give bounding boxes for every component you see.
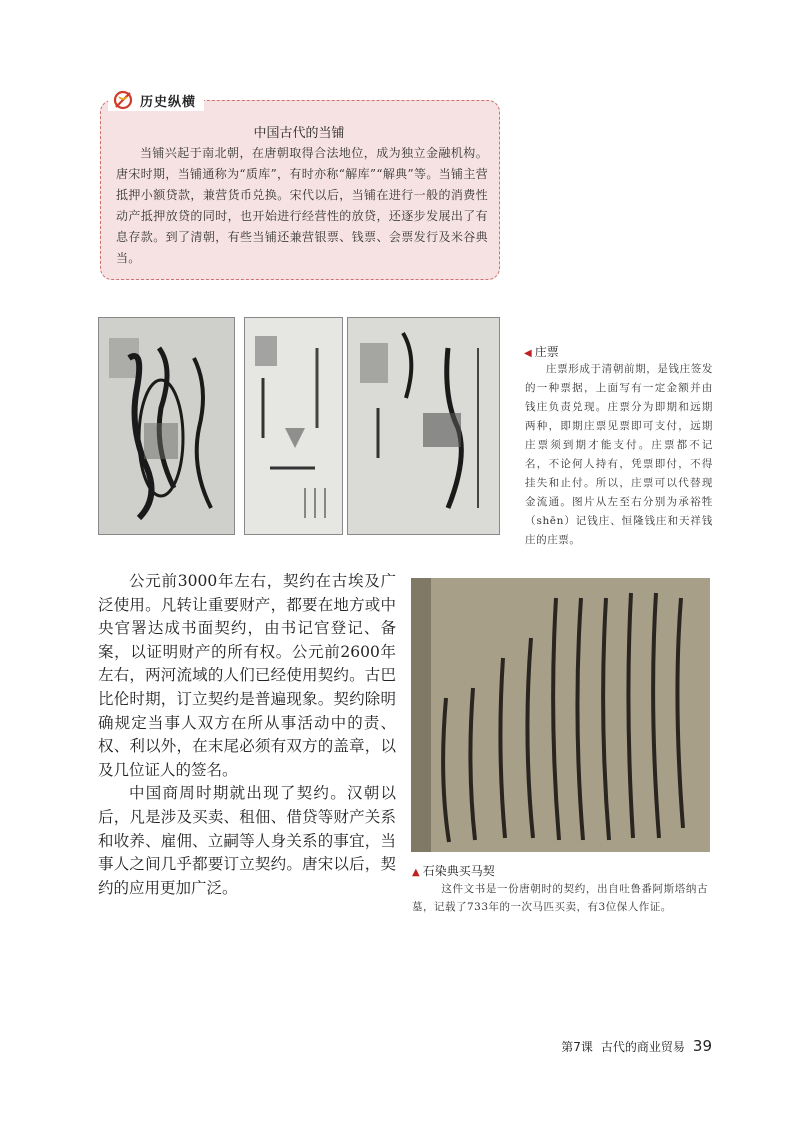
banknote-photo-chengyu xyxy=(98,317,235,535)
banknote-photo-tianxiang xyxy=(347,317,500,535)
figure1-title-text: 庄票 xyxy=(534,345,559,359)
main-paragraph-1: 公元前3000年左右，契约在古埃及广泛使用。凡转让重要财产，都要在地方或中央官署达成书面契约，由书记官登记、备案，以证明财产的所有权。公元前2600年左右，两河流域的人们已经使用契约。古巴比伦时期，订立契约是普遍现象。契约除明确规定当事人双方在所从事活动中的责、权、利以外，在末尾必须有双方的盖章，以及几位证人的签名。 xyxy=(98,572,396,779)
caption-triangle-icon: ◀ xyxy=(524,348,532,359)
page-number: 39 xyxy=(692,1037,712,1055)
horse-contract-photo xyxy=(411,578,710,852)
banknote-photo-henglong xyxy=(244,317,343,535)
footer-title: 古代的商业贸易 xyxy=(600,1040,685,1054)
main-text xyxy=(98,570,396,900)
main-paragraph-2: 中国商周时期就出现了契约。汉朝以后，凡是涉及买卖、租佃、借贷等财产关系和收养、雇佣、立嗣等人身关系的事宜，当事人之间几乎都要订立契约。唐宋以后，契约的应用更加广泛。 xyxy=(98,784,396,897)
sidebar-label: 历史纵横 xyxy=(140,94,197,110)
page-footer xyxy=(540,1037,712,1055)
history-emblem-icon xyxy=(112,89,134,111)
sidebar-header xyxy=(108,89,204,111)
figure2-caption-title xyxy=(412,862,495,879)
figure2-caption-body: 这件文书是一份唐朝时的契约，出自吐鲁番阿斯塔纳古墓，记载了733年的一次马匹买卖，有3位保人作证。 xyxy=(412,883,708,913)
figure1-caption-body: 庄票形成于清朝前期，是钱庄签发的一种票据，上面写有一定金额并由钱庄负责兑现。庄票分为即期和远期两种，即期庄票见票即可支付，远期庄票须到期才能支付。庄票都不记名，不论何人持有，凭票即付，不得挂失和止付。所以，庄票可以代替现金流通。图片从左至右分别为承裕牲（shēn）记钱庄、恒隆钱庄和天祥钱庄的庄票。 xyxy=(525,363,713,546)
sidebar-title: 中国古代的当铺 xyxy=(253,126,345,141)
footer-lesson: 第7课 xyxy=(561,1040,593,1054)
sidebar-body: 当铺兴起于南北朝，在唐朝取得合法地位，成为独立金融机构。唐宋时期，当铺通称为“质库”，有时亦称“解库”“解典”等。当铺主营抵押小额贷款，兼营货币兑换。宋代以后，当铺在进行一般的消费性动产抵押放贷的同时，也开始进行经营性的放贷，还逐步发展出了有息存款。到了清朝，有些当铺还兼营银票、钱票、会票发行及米谷典当。 xyxy=(116,146,488,265)
caption-triangle-icon: ▲ xyxy=(412,867,420,878)
figure1-caption-title xyxy=(524,343,559,360)
figure2-title-text: 石染典买马契 xyxy=(422,864,495,878)
